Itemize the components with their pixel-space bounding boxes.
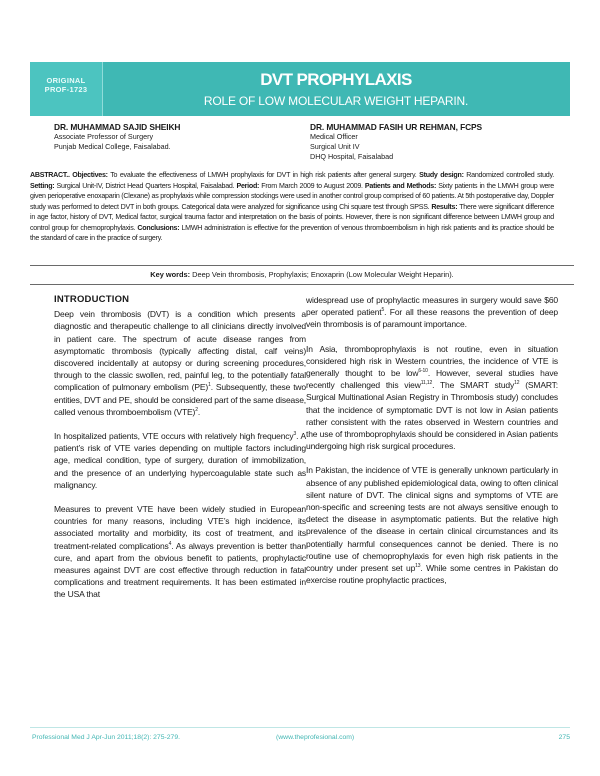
author-affiliation: Associate Professor of Surgery — [54, 132, 154, 141]
abstract-setting-label: Setting: — [30, 181, 55, 190]
author-name: DR. MUHAMMAD FASIH UR REHMAN, FCPS — [310, 122, 483, 132]
abstract — [30, 170, 554, 244]
divider-top — [30, 265, 574, 266]
title-banner — [30, 62, 570, 116]
paragraph: Deep vein thrombosis (DVT) is a condition which presents a diagnostic and therapeutic challenge to all clinicians directly involved in patient care. The spectrum of acute disease ranges from asymptomatic thrombosis (typically affecting distal, calf veins) discovered incidentally at autopsy or during screening procedures, through to the classic swollen, red, painful leg, to the potentially fatal complication of pulmonary embolism (PE)$^1$. Subsequently, these two entities, DVT and PE, should be considered part of the same disease, called venous thromboembolism (VTE)$^2$. — [54, 309, 306, 417]
author-affiliation: Medical Officer — [310, 132, 358, 141]
paragraph: widespread use of prophylactic measures in surgery would save $60 per operated patient$^5$. For all these reasons the prevention of deep vein thrombosis is of paramount importance. — [306, 295, 558, 330]
journal-citation: Professional Med J Apr-Jun 2011;18(2): 275-279. — [32, 734, 180, 741]
author-block-1 — [54, 122, 180, 152]
abstract-design: Randomized controlled study. — [466, 171, 554, 179]
paragraph: Measures to prevent VTE have been widely studied in European countries for many reasons, including VTE’s high incidence, its associated mortality and morbidity, its cost of treatment, and its treatment-related complications$^4$. As always prevention is better than cure, and apart from the obvious benefit to patients, prophylactic measures against DVT are cost effective through reduction in fatal complications and treatment requirements. It has been estimated in the USA that — [54, 504, 306, 600]
abstract-design-label: Study design: — [419, 171, 464, 179]
author-block-2 — [310, 122, 482, 162]
author-affiliation: DHQ Hospital, Faisalabad — [310, 152, 394, 161]
article-title: DVT PROPHYLAXIS — [260, 70, 412, 89]
divider-bottom — [30, 284, 574, 285]
author-affiliation: Surgical Unit IV — [310, 142, 360, 151]
abstract-methods: Sixty patients in the LMWH group were given perioperative enoxaparin (Clexane) as prophylaxis while compression stockings were used in another control group comprised of 60 patients. At 5th postoperative day, Doppler study was performed to detect DVT in both groups. Categorical data were analyzed for significance using Chi square test through SPSS. — [30, 181, 554, 211]
abstract-conclusions-label: Conclusions: — [137, 223, 180, 232]
section-heading: INTRODUCTION — [54, 294, 130, 305]
abstract-setting: Surgical Unit-IV, District Head Quarters Hospital, Faisalabad. — [56, 181, 235, 190]
paragraph: In Pakistan, the incidence of VTE is generally unknown particularly in absence of any published epidemiological data, owing to often clinical silent nature of DVT. The clinical signs and symptoms of VTE are non-specific and screening tests are not always sensitive enough to detect the disease in asymptomatic patients. But the relative high prevalence of the disease in certain clinical circumstances and its potentially harmful consequences cannot be denied. There is no routine use of chemoprophylaxis for even high risk patients in the country under present set $up^{13}$. While some centres in Pakistan do exercise routine prophylactic practices, — [306, 465, 558, 586]
page-number: 275 — [558, 734, 570, 741]
abstract-results-label: Results: — [431, 202, 458, 211]
article-type-label: ORIGINAL — [46, 76, 86, 85]
footer-divider — [30, 727, 570, 728]
keywords — [30, 270, 574, 279]
keywords-label: Key words: — [150, 270, 191, 279]
author-name: DR. MUHAMMAD SAJID SHEIKH — [54, 122, 181, 132]
abstract-period: From March 2009 to August 2009. — [261, 181, 363, 190]
abstract-results: There were significant difference in age factor, history of DVT, Medical factor, surgical trauma factor and interpretation on the basis of points. However, there is non significant difference between LMWH group and control group for chemoprophylaxis. — [30, 202, 555, 232]
keywords-text: Deep Vein thrombosis, Prophylaxis; Enoxaprin (Low Molecular Weight Heparin). — [192, 270, 454, 279]
website-link[interactable]: (www.theprofesional.com) — [276, 734, 355, 741]
body-right-column — [306, 294, 558, 598]
abstract-period-label: Period: — [236, 181, 260, 190]
article-code-label: PROF-1723 — [44, 85, 88, 94]
author-affiliation: Punjab Medical College, Faisalabad. — [54, 142, 171, 151]
article-subtitle: ROLE OF LOW MOLECULAR WEIGHT HEPARIN. — [203, 94, 469, 108]
abstract-conclusions: LMWH administration is effective for the prevention of venous thromboembolism in high risk patients and its practice should be the standard of care in the practice of surgery. — [30, 223, 554, 242]
abstract-methods-label: Patients and Methods: — [364, 181, 437, 190]
abstract-lead: ABSTRACT.. Objectives: — [30, 171, 108, 179]
abstract-objectives: To evaluate the effectiveness of LMWH prophylaxis for DVT in high risk patients after general surgery. — [110, 171, 417, 179]
paragraph: In hospitalized patients, VTE occurs with relatively high frequency$^3$. A patient’s risk of VTE varies depending on multiple factors including age, medical condition, type of surgery, duration of immobilization, and the presence of an underlying hypercoagulable state such as malignancy. — [54, 431, 306, 490]
article-type-tag — [30, 62, 103, 116]
body-left-column — [54, 294, 306, 613]
paragraph: In Asia, thromboprophylaxis is not routine, even in situation considered high risk in Western countries, the incidence of VTE is generally thought to be low$^{6-10}$. However, several studies have recently challenged this view$^{11,12}$. The SMART study$^{12}$ (SMART: Surgical Multinational Asian Registry in Thrombosis study) concludes that the incidence of symptomatic DVT is not low in Asian patients rather consistent with the rates observed in Western countries and the use of thromboprophylaxis should be considered in Asian patients undergoing high risk surgical procedures. — [306, 343, 558, 452]
